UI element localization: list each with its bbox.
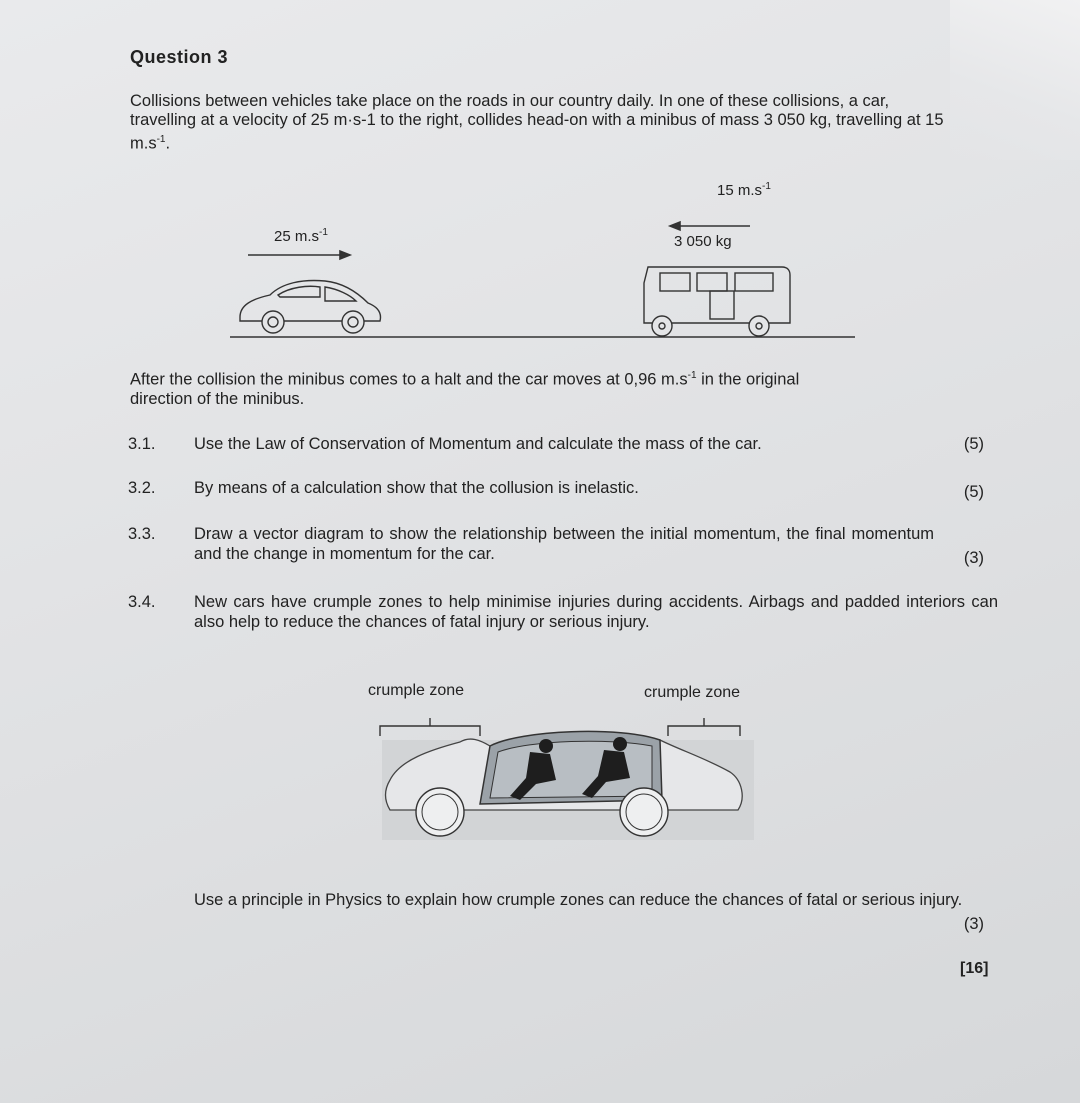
subquestion-3-4 [128,592,998,632]
followup-text: Use a principle in Physics to explain how crumple zones can reduce the chances of fatal or serious injury. [194,891,963,909]
minibus-arrow-icon [670,222,750,230]
subquestion-text: Draw a vector diagram to show the relationship between the initial momentum, the final momentum and the change in momentum for the car. [194,525,934,563]
followup-question [128,890,998,933]
subquestion-number: 3.4. [128,593,156,611]
subquestion-3-3 [128,524,998,567]
subquestion-text: New cars have crumple zones to help minimise injuries during accidents. Airbags and padded interiors can also help to reduce the chances of fatal injury or serious injury. [194,593,998,631]
subquestion-3-1 [128,434,998,454]
car-speed-label: 25 $m.s^{-1}$ [274,227,328,245]
question-intro [130,92,950,154]
subquestion-text: Use the Law of Conservation of Momentum and calculate the mass of the car. [194,435,762,453]
subquestion-3-2 [128,478,998,501]
collision-diagram [230,175,860,350]
question-title: Question 3 [130,47,229,67]
crumple-zone-bracket-right [668,718,740,736]
total-marks: [16] [960,960,989,977]
subquestion-marks: (5) [963,483,984,501]
minibus-speed-label: 15 $m.s^{-1}$ [717,181,771,199]
subquestion-text: By means of a calculation show that the collusion is inelastic. [194,479,639,497]
minibus-mass-label: 3 050 kg [674,233,732,250]
car-icon [240,281,381,333]
subquestion-number: 3.2. [128,479,156,497]
crash-car-icon [382,731,754,840]
subquestion-number: 3.3. [128,525,156,543]
intro-end: . [165,134,171,153]
subquestion-number: 3.1. [128,435,156,453]
followup-marks: (3) [963,915,984,933]
intro-text: Collisions between vehicles take place on the roads in our country daily. In one of these collisions, a car, travelling at a velocity of 25 m·s-1 to the right, collides head-on with a minibus of mass 3 050 kg, travelling at 15 m.s [130,92,944,153]
car-arrow-icon [248,251,350,259]
after-collision-text: After the collision the minibus comes to a halt and the car moves at 0,96 $m.s^{-1}$ in the original direction of the minibus. [130,370,800,408]
minibus-icon [644,267,790,336]
intro-sup: -1 [156,134,166,145]
crumple-zone-label-right: crumple zone [644,684,741,701]
subquestion-marks: (3) [963,549,984,567]
page-fold [950,0,1080,160]
crumple-zone-label-left: crumple zone [368,682,465,699]
subquestion-marks: (5) [963,435,984,453]
crumple-zone-bracket-left [380,718,480,736]
crumple-zone-diagram [360,680,780,845]
